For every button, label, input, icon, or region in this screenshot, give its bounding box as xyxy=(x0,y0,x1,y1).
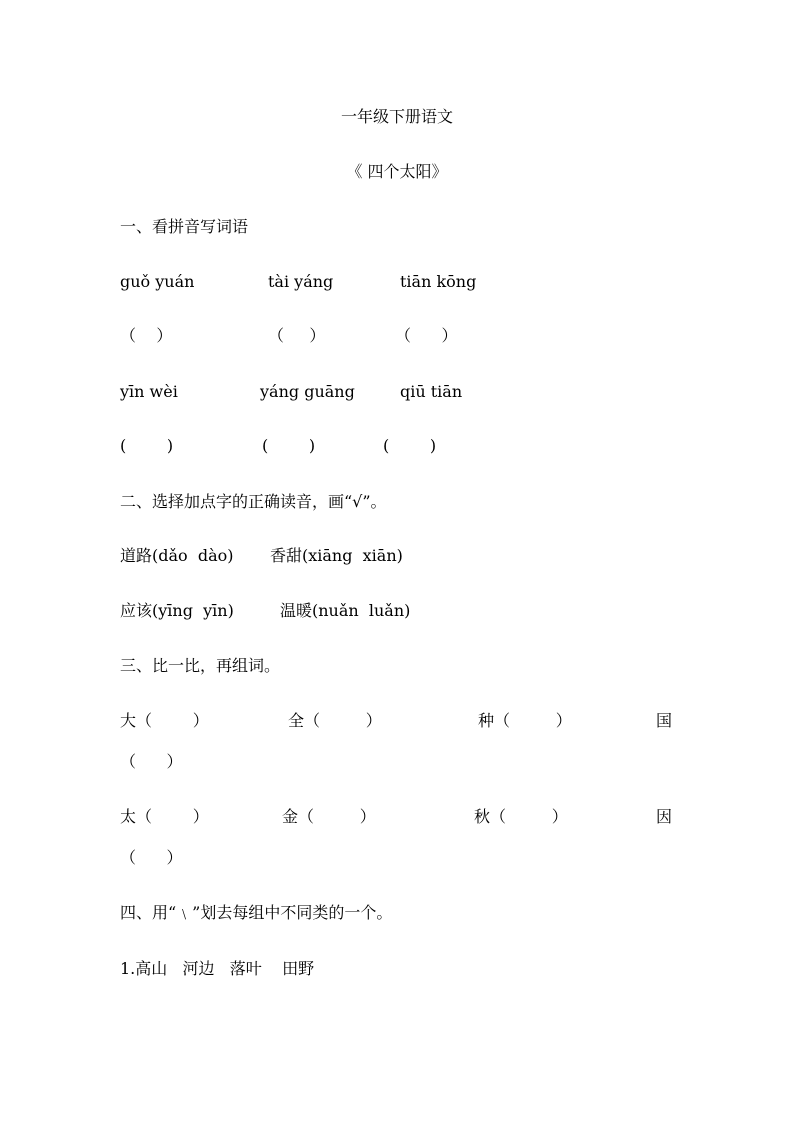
compare-word-8-box[interactable]: （ ） xyxy=(120,848,183,867)
compare-word-1[interactable]: 大（ ） xyxy=(120,711,209,730)
pinyin-6: qiū tiān xyxy=(400,382,463,401)
pinyin-5: yáng guāng xyxy=(260,382,355,401)
section3-heading: 三、比一比，再组词。 xyxy=(120,656,281,675)
pinyin-2: tài yáng xyxy=(268,272,334,291)
pinyin-1: guǒ yuán xyxy=(120,272,195,291)
compare-word-3[interactable]: 种（ ） xyxy=(478,711,572,730)
odd-one-out-item-1[interactable]: 1.高山 河边 落叶 田野 xyxy=(120,959,315,978)
answer-box-1[interactable]: （ ） xyxy=(120,326,173,345)
section1-heading: 一、看拼音写词语 xyxy=(120,217,249,236)
pinyin-3: tiān kōng xyxy=(400,272,477,291)
compare-word-4-box[interactable]: （ ） xyxy=(120,752,183,771)
answer-box-4[interactable]: ( ) xyxy=(120,436,174,455)
compare-word-8: 因 xyxy=(656,807,673,826)
answer-box-3[interactable]: （ ） xyxy=(395,326,458,345)
answer-box-5[interactable]: ( ) xyxy=(262,436,316,455)
compare-word-7[interactable]: 秋（ ） xyxy=(474,807,568,826)
pinyin-4: yīn wèi xyxy=(120,382,178,401)
compare-word-2[interactable]: 全（ ） xyxy=(288,711,382,730)
section2-heading: 二、选择加点字的正确读音，画“√”。 xyxy=(120,492,387,511)
compare-word-5[interactable]: 太（ ） xyxy=(120,807,209,826)
section4-heading: 四、用“﹨”划去每组中不同类的一个。 xyxy=(120,903,393,922)
compare-word-4: 国 xyxy=(656,711,673,730)
subtitle: 《 四个太阳》 xyxy=(346,162,448,181)
reading-choice-1[interactable]: 道路(dǎo dào) xyxy=(120,546,234,565)
reading-choice-2[interactable]: 香甜(xiāng xiān) xyxy=(270,546,403,565)
answer-box-6[interactable]: ( ) xyxy=(383,436,437,455)
reading-choice-3[interactable]: 应该(yīng yīn) xyxy=(120,601,234,620)
title: 一年级下册语文 xyxy=(340,107,453,126)
compare-word-6[interactable]: 金（ ） xyxy=(282,807,376,826)
answer-box-2[interactable]: （ ） xyxy=(268,326,326,345)
reading-choice-4[interactable]: 温暖(nuǎn luǎn) xyxy=(280,601,411,620)
